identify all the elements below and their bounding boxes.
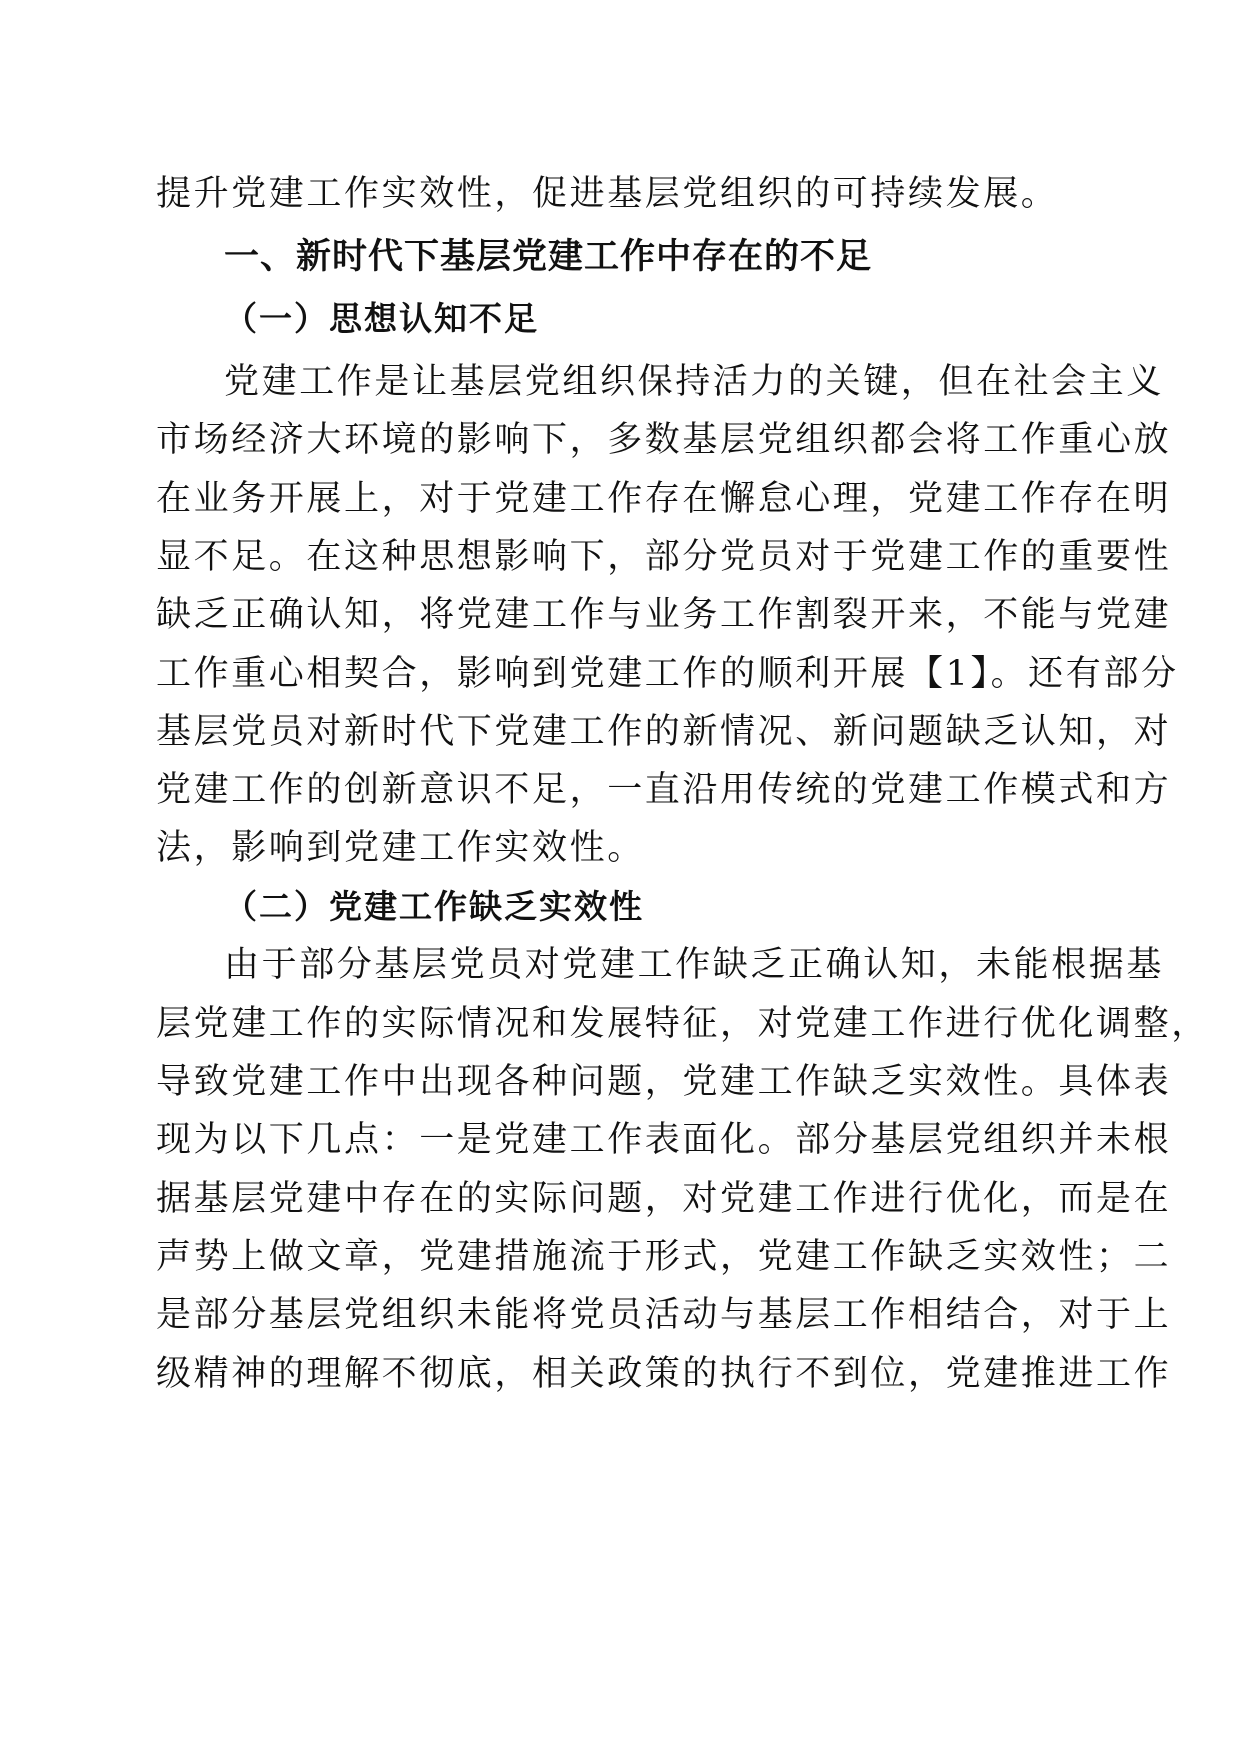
paragraph-line: 在业务开展上，对于党建工作存在懈怠心理，党建工作存在明 xyxy=(156,479,1172,519)
paragraph-line: 党建工作的创新意识不足，一直沿用传统的党建工作模式和方 xyxy=(156,770,1172,810)
section-heading: 一、新时代下基层党建工作中存在的不足 xyxy=(224,237,873,277)
paragraph-line: 工作重心相契合，影响到党建工作的顺利开展【1】。还有部分 xyxy=(156,654,1179,694)
paragraph-line: 层党建工作的实际情况和发展特征，对党建工作进行优化调整， xyxy=(156,1004,1209,1044)
paragraph-line: 级精神的理解不彻底，相关政策的执行不到位，党建推进工作 xyxy=(156,1354,1172,1394)
subsection-heading: （一）思想认知不足 xyxy=(224,299,539,338)
paragraph-line: 缺乏正确认知，将党建工作与业务工作割裂开来，不能与党建 xyxy=(156,595,1172,635)
paragraph-line: 显不足。在这种思想影响下，部分党员对于党建工作的重要性 xyxy=(156,537,1172,577)
paragraph-line: 法，影响到党建工作实效性。 xyxy=(156,828,645,868)
paragraph-line: 市场经济大环境的影响下，多数基层党组织都会将工作重心放 xyxy=(156,420,1172,460)
paragraph-line: 提升党建工作实效性，促进基层党组织的可持续发展。 xyxy=(156,174,1059,214)
paragraph-line: 现为以下几点：一是党建工作表面化。部分基层党组织并未根 xyxy=(156,1120,1172,1160)
paragraph-line: 由于部分基层党员对党建工作缺乏正确认知，未能根据基 xyxy=(224,945,1165,985)
paragraph-line: 据基层党建中存在的实际问题，对党建工作进行优化，而是在 xyxy=(156,1179,1172,1219)
subsection-heading: （二）党建工作缺乏实效性 xyxy=(224,887,644,926)
paragraph-line: 导致党建工作中出现各种问题，党建工作缺乏实效性。具体表 xyxy=(156,1062,1172,1102)
paragraph-line: 党建工作是让基层党组织保持活力的关键，但在社会主义 xyxy=(224,362,1165,402)
paragraph-line: 是部分基层党组织未能将党员活动与基层工作相结合，对于上 xyxy=(156,1295,1172,1335)
paragraph-line: 基层党员对新时代下党建工作的新情况、新问题缺乏认知，对 xyxy=(156,712,1172,752)
paragraph-line: 声势上做文章，党建措施流于形式，党建工作缺乏实效性；二 xyxy=(156,1237,1172,1277)
